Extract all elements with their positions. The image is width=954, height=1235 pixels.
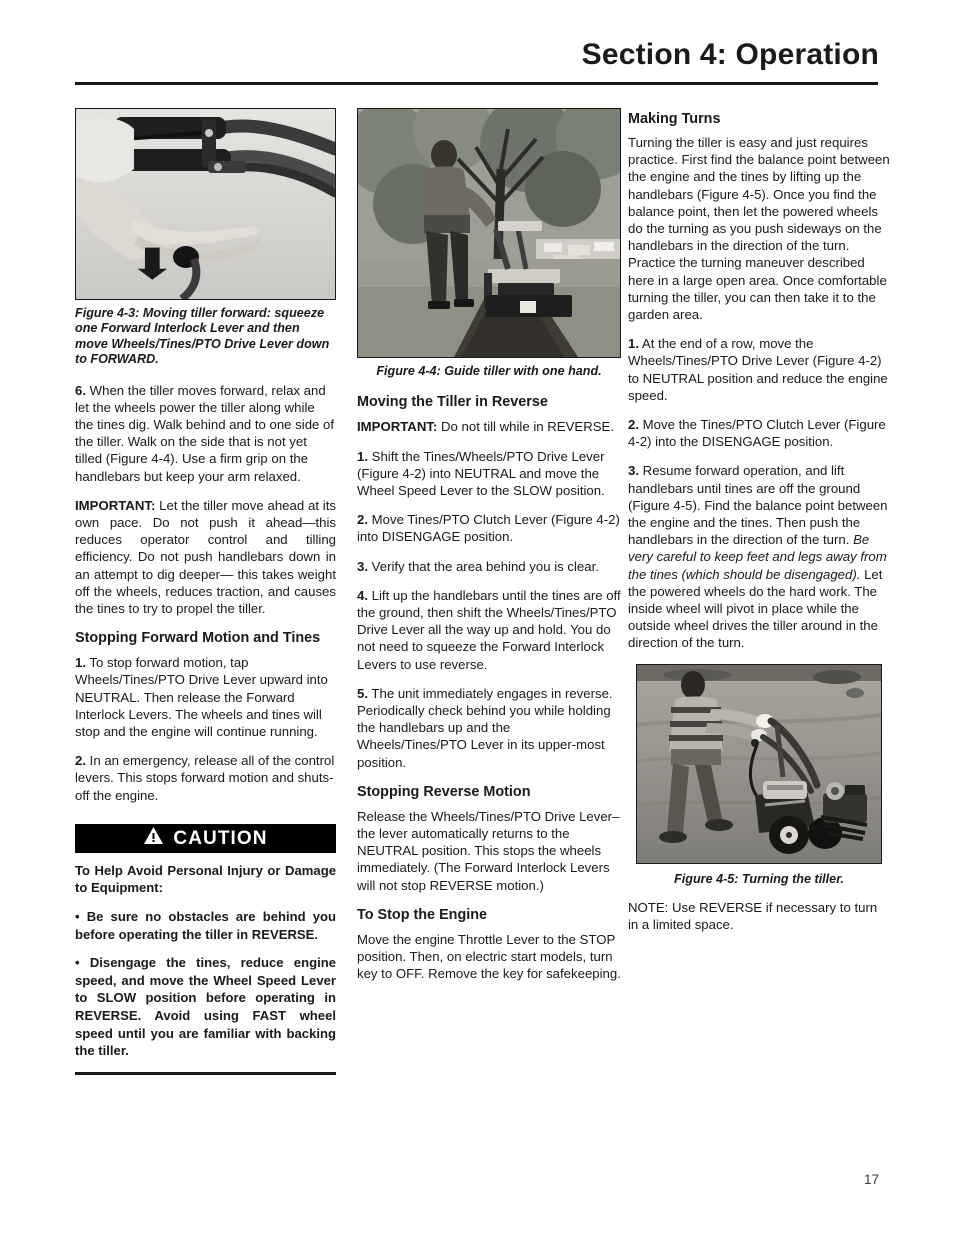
figure-4-4-image: [357, 108, 621, 358]
step-text: Shift the Tines/Wheels/PTO Drive Lever (Figure 4-2) into NEUTRAL and move the Wheel Speed Lever to the SLOW position.: [357, 448, 605, 499]
left-step-2: [75, 752, 336, 804]
figure-4-3-caption: Figure 4-3: Moving tiller forward: squeeze one Forward Interlock Lever and then move Wheels/Tines/PTO Drive Lever down to FORWARD.: [75, 306, 330, 367]
step-number: 2.: [628, 417, 639, 433]
important-text: Do not till while in REVERSE.: [437, 419, 614, 435]
step-text-italic: Be very careful to keep feet and legs away from the tines (which should be disengaged).: [628, 532, 887, 582]
step-text: The unit immediately engages in reverse. Periodically check behind you while holding the handlebars up and the Wheels/Tines/PTO Lever in its upper-most position.: [357, 685, 613, 770]
caution-bullet-2: • Disengage the tines, reduce engine speed, and move the Wheel Speed Lever to SLOW position before operating in REVERSE. Avoid using FAST wheel speed until you are familiar with backing the tiller.: [75, 955, 336, 1059]
left-important-note: [75, 497, 336, 617]
step-text: At the end of a row, move the Wheels/Tines/PTO Drive Lever (Figure 4-2) to NEUTRAL position and reduce the engine speed.: [628, 336, 888, 403]
step-number: 1.: [628, 336, 639, 352]
important-label: IMPORTANT:: [357, 419, 438, 435]
step-text-after: Let the powered wheels do the hard work. The inside wheel will pivot in place while the outside wheel drives the tiller around in the direction of the turn.: [628, 566, 883, 651]
step-number: 3.: [357, 558, 368, 574]
middle-stopping-reverse-text: Release the Wheels/Tines/PTO Drive Lever– the lever automatically returns to the NEUTRAL position. This stops the wheels immediately. (The Forward Interlock Levers will not stop REVERSE motion.): [357, 808, 620, 893]
step-text: Verify that the area behind you is clear.: [368, 558, 599, 574]
middle-step-2: [357, 511, 621, 545]
step-text: To stop forward motion, tap Wheels/Tines/PTO Drive Lever upward into NEUTRAL. Then release the Forward Interlock Levers. The wheels and tines will stop and the engine will continue running.: [75, 655, 328, 740]
caution-bottom-divider: [75, 1072, 336, 1075]
middle-step-5: [357, 685, 621, 771]
step-text: In an emergency, release all of the control levers. This stops forward motion and shuts-off the engine.: [75, 753, 335, 803]
left-paragraph-6: [75, 382, 336, 485]
middle-column: [357, 108, 621, 994]
middle-stop-engine-text: Move the engine Throttle Lever to the STOP position. Then, on electric start models, turn key to OFF. Remove the key for safekeeping.: [357, 931, 621, 982]
right-column: [628, 108, 890, 946]
middle-important-note: [357, 418, 621, 435]
figure-4-5-photo: [637, 665, 881, 863]
step-number: 1.: [75, 655, 86, 671]
heading-stopping-reverse-motion: Stopping Reverse Motion: [357, 783, 531, 800]
step-number: 1.: [357, 448, 368, 464]
figure-4-4-caption: Figure 4-4: Guide tiller with one hand.: [376, 364, 602, 378]
middle-step-3: [357, 558, 621, 575]
figure-4-5-image: [636, 664, 882, 864]
heading-stopping-forward-motion: Stopping Forward Motion and Tines: [75, 630, 321, 647]
figure-4-4-photo: [358, 109, 620, 357]
step-number: 2.: [75, 753, 86, 769]
step-text: Move the Tines/PTO Clutch Lever (Figure 4-2) into the DISENGAGE position.: [628, 417, 886, 450]
important-text: Let the tiller move ahead at its own pace. Do not push it ahead—this reduces operator control and tilling efficiency. Do not push handlebars down in an attempt to dig deeper— this takes weight off the wheels, reduces traction, and causes the tines to try to propel the tiller.: [75, 497, 336, 617]
right-note: NOTE: Use REVERSE if necessary to turn in a limited space.: [628, 900, 878, 933]
warning-triangle-icon: [143, 826, 164, 850]
caution-bullet-1: • Be sure no obstacles are behind you before operating the tiller in REVERSE.: [75, 909, 336, 942]
left-step-1: [75, 654, 336, 740]
middle-step-1: [357, 448, 621, 500]
middle-step-4: [357, 587, 621, 673]
caution-header: [75, 824, 336, 853]
right-turns-intro: Turning the tiller is easy and just requires practice. First find the balance point between the engine and the tines by lifting up the handlebars (Figure 4-5). Once you find the balance point, then let the powered wheels do the turning as you push sideways on the handlebars in the direction of the turn. Practice the turning maneuver described here in a large open area. Once comfortable turning the tiller, you can then take it to the garden area.: [628, 135, 890, 323]
figure-4-5-caption: Figure 4-5: Turning the tiller.: [674, 871, 844, 886]
caution-box: [75, 824, 336, 1075]
step-number: 4.: [357, 587, 368, 603]
right-step-1: [628, 335, 890, 404]
page-title: Section 4: Operation: [581, 38, 879, 71]
left-column: [75, 108, 336, 1075]
heading-making-turns: Making Turns: [628, 111, 721, 127]
figure-4-3-photo: [76, 109, 335, 299]
header-divider: [75, 82, 878, 85]
caution-title: CAUTION: [173, 827, 268, 849]
step-text: When the tiller moves forward, relax and let the wheels power the tiller along while the tines dig. Walk behind and to one side of the tiller. Walk on the side that is not yet tilled (Figure 4-4). Use a firm grip on the handlebars but keep your arm relaxed.: [75, 382, 335, 484]
step-text: Lift up the handlebars until the tines are off the ground, then shift the Wheels/Tines/PTO Drive Lever all the way up and hold. You do not need to squeeze the Forward Interlock Levers to use reverse.: [357, 587, 621, 672]
right-step-3: [628, 462, 890, 651]
step-number: 6.: [75, 382, 86, 398]
right-step-2: [628, 416, 890, 450]
step-text: Move Tines/PTO Clutch Lever (Figure 4-2) into DISENGAGE position.: [357, 512, 620, 545]
page-number: 17: [863, 1172, 879, 1187]
step-number: 2.: [357, 512, 368, 528]
caution-intro: To Help Avoid Personal Injury or Damage to Equipment:: [75, 862, 336, 896]
caution-body: [75, 853, 336, 1060]
heading-moving-in-reverse: Moving the Tiller in Reverse: [357, 394, 548, 411]
step-number: 3.: [628, 463, 639, 479]
step-text-before: Resume forward operation, and lift handlebars until tines are off the ground (Figure 4-5). Find the balance point between the engine and the tines. Then push the handlebars in the direction of the turn.: [628, 463, 888, 548]
step-number: 5.: [357, 685, 368, 701]
figure-4-3-image: [75, 108, 336, 300]
heading-to-stop-the-engine: To Stop the Engine: [357, 906, 488, 923]
important-label: IMPORTANT:: [75, 497, 156, 513]
